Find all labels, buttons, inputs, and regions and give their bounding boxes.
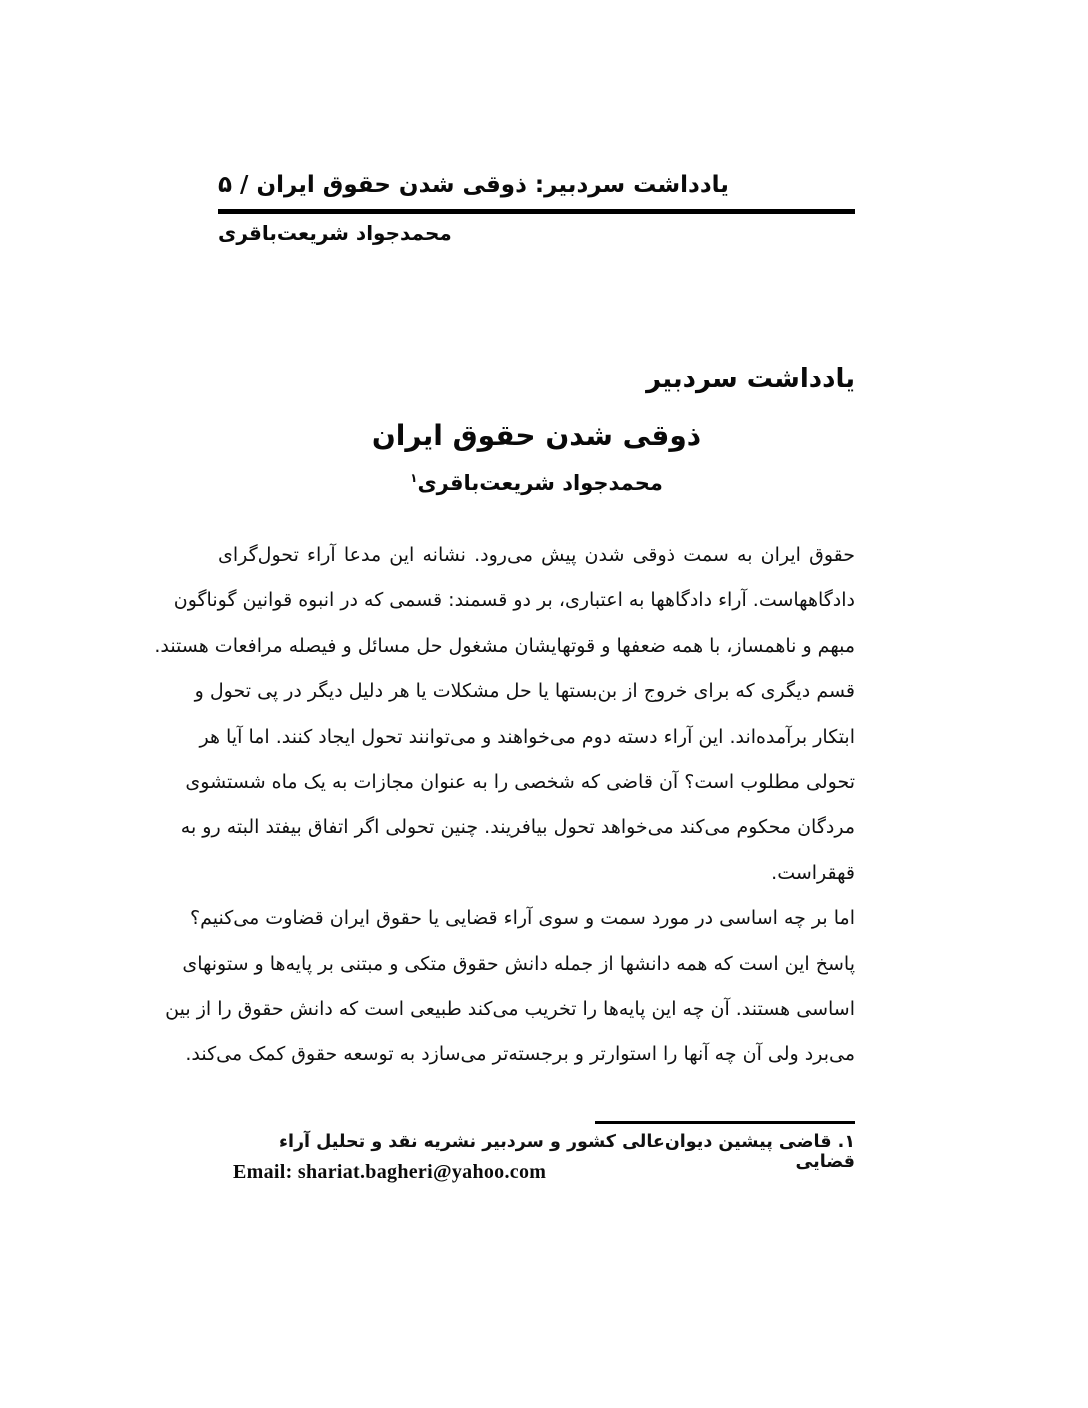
body-line: مبهم و ناهمساز، با همه ضعفها و قوتهایشان مشغول حل مسائل و فیصله مرافعات هستند. (154, 634, 855, 657)
email-label: Email: (233, 1161, 293, 1183)
article-title: ذوقی شدن حقوق ایران (371, 419, 702, 452)
author-footnote-marker: ۱ (410, 471, 418, 485)
body-line: حقوق ایران به سمت ذوقی شدن پیش می‌رود. نشانه این مدعا آراء تحول‌گرای (218, 544, 855, 566)
running-head-rule (218, 209, 855, 214)
body-line: مردگان محکوم می‌کند می‌خواهد تحول بیافریند. چنین تحولی اگر اتفاق بیفتد البته رو به (180, 816, 855, 839)
body-line: پاسخ این است که همه دانشها از جمله دانش حقوق متکی و مبتنی بر پایه‌ها و ستونهای (182, 952, 855, 975)
body-line: اساسی هستند. آن چه این پایه‌ها را تخریب می‌کند طبیعی است که دانش حقوق را از بین (165, 997, 855, 1020)
body-line: قهقراست. (771, 861, 855, 884)
email-address: shariat.bagheri@yahoo.com (297, 1161, 547, 1183)
body-line: تحولی مطلوب است؟ آن قاضی که شخصی را به عنوان مجازات به یک ماه شستشوی (185, 770, 855, 793)
email-line (233, 1161, 855, 1184)
article-author-name: محمدجواد شریعت‌باقری (417, 471, 663, 495)
section-heading: یادداشت سردبیر (646, 364, 855, 394)
body-line: دادگاههاست. آراء دادگاهها به اعتباری، بر دو قسمند: قسمی که در انبوه قوانین گوناگون (173, 589, 855, 612)
footnote-separator-rule (595, 1121, 855, 1124)
article-author-line (218, 471, 855, 495)
body-line: می‌برد ولی آن چه آنها را استوارتر و برجسته‌تر می‌سازد به توسعه حقوق کمک می‌کند. (185, 1043, 855, 1066)
body-line: ابتکار برآمده‌اند. این آراء دسته دوم می‌خواهند و می‌توانند تحول ایجاد کنند. اما آیا هر (199, 725, 855, 748)
running-head-author: محمدجواد شریعت‌باقری (218, 221, 452, 245)
footnote-text: ۱. قاضی پیشین دیوان‌عالی کشور و سردبیر نشریه نقد و تحلیل آراء قضایی (279, 1132, 855, 1172)
article-body (154, 533, 855, 1078)
body-line: قسم دیگری که برای خروج از بن‌بستها یا حل مشکلات یا هر دلیل دیگر در پی تحول و (194, 680, 855, 703)
body-line: اما بر چه اساسی در مورد سمت و سوی آراء قضایی یا حقوق ایران قضاوت می‌کنیم؟ (190, 907, 855, 930)
running-head-title: یادداشت سردبیر: ذوقی شدن حقوق ایران / ۵ (218, 172, 729, 198)
